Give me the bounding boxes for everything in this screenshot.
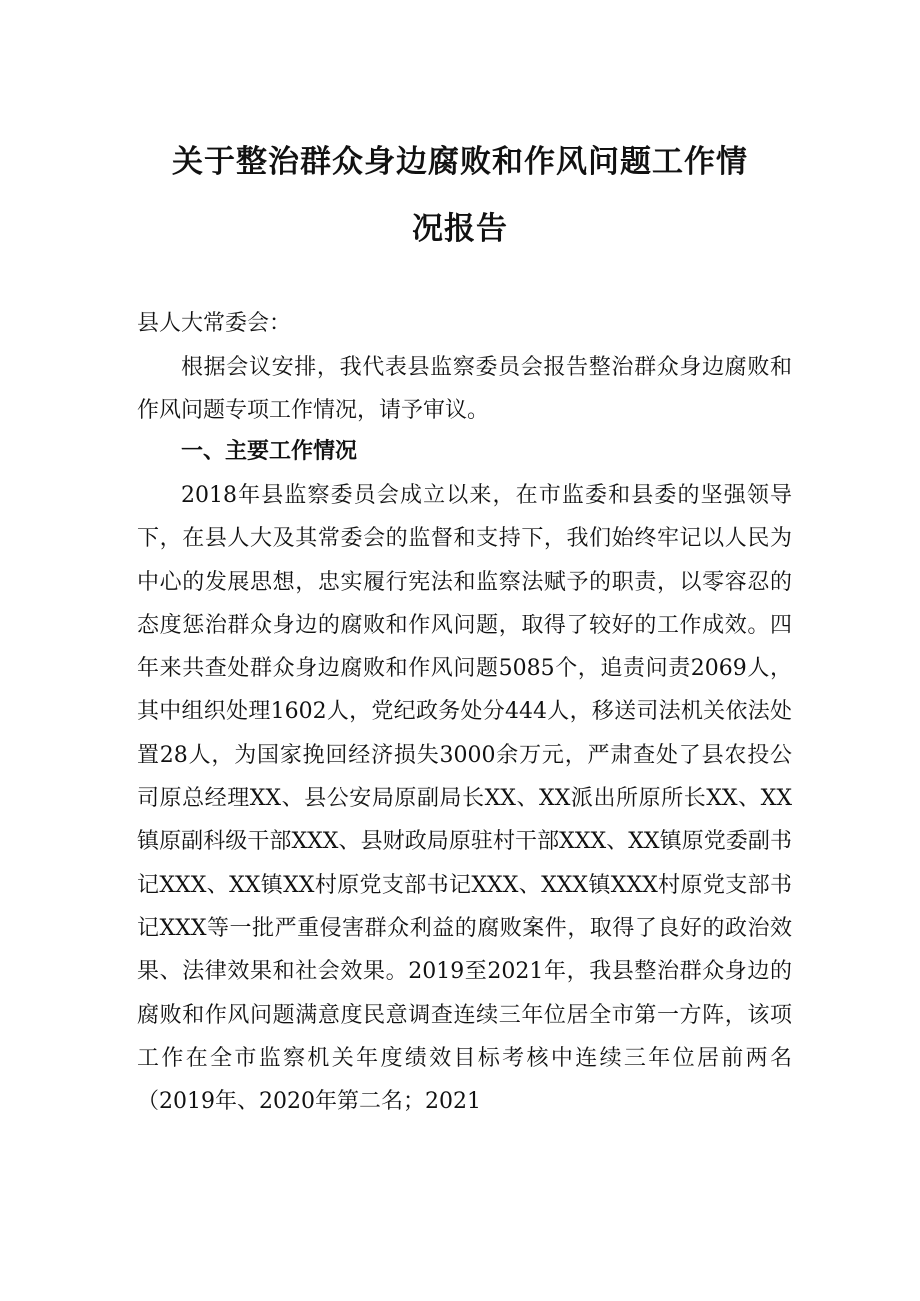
paragraph-intro: 根据会议安排，我代表县监察委员会报告整治群众身边腐败和作风问题专项工作情况，请予审议。 [137,355,792,424]
salutation: 县人大常委会： [137,311,292,336]
document-title-line-2: 况报告 [412,211,508,247]
section-heading-main-work: 一、主要工作情况 [181,439,358,464]
paragraph-main-work: 2018年县监察委员会成立以来，在市监委和县委的坚强领导下，在县人大及其常委会的监督和支持下，我们始终牢记以人民为中心的发展思想，忠实履行宪法和监察法赋予的职责，以零容忍的态度惩治群众身边的腐败和作风问题，取得了较好的工作成效。四年来共查处群众身边腐败和作风问题5085个，追责问责2069人，其中组织处理1602人，党纪政务处分444人，移送司法机关依法处置28人，为国家挽回经济损失3000余万元，严肃查处了县农投公司原总经理XX、县公安局原副局长XX、XX派出所原所长XX、XX镇原副科级干部XXX、县财政局原驻村干部XXX、XX镇原党委副书记XXX、XX镇XX村原党支部书记XXX、XXX镇XXX村原党支部书记XXX等一批严重侵害群众利益的腐败案件，取得了良好的政治效果、法律效果和社会效果。2019至2021年，我县整治群众身边的腐败和作风问题满意度民意调查连续三年位居全市第一方阵，该项工作在全市监察机关年度绩效目标考核中连续三年位居前两名（2019年、2020年第二名；2021 [137,483,792,1115]
document-title-line-1: 关于整治群众身边腐败和作风问题工作情 [172,144,748,180]
